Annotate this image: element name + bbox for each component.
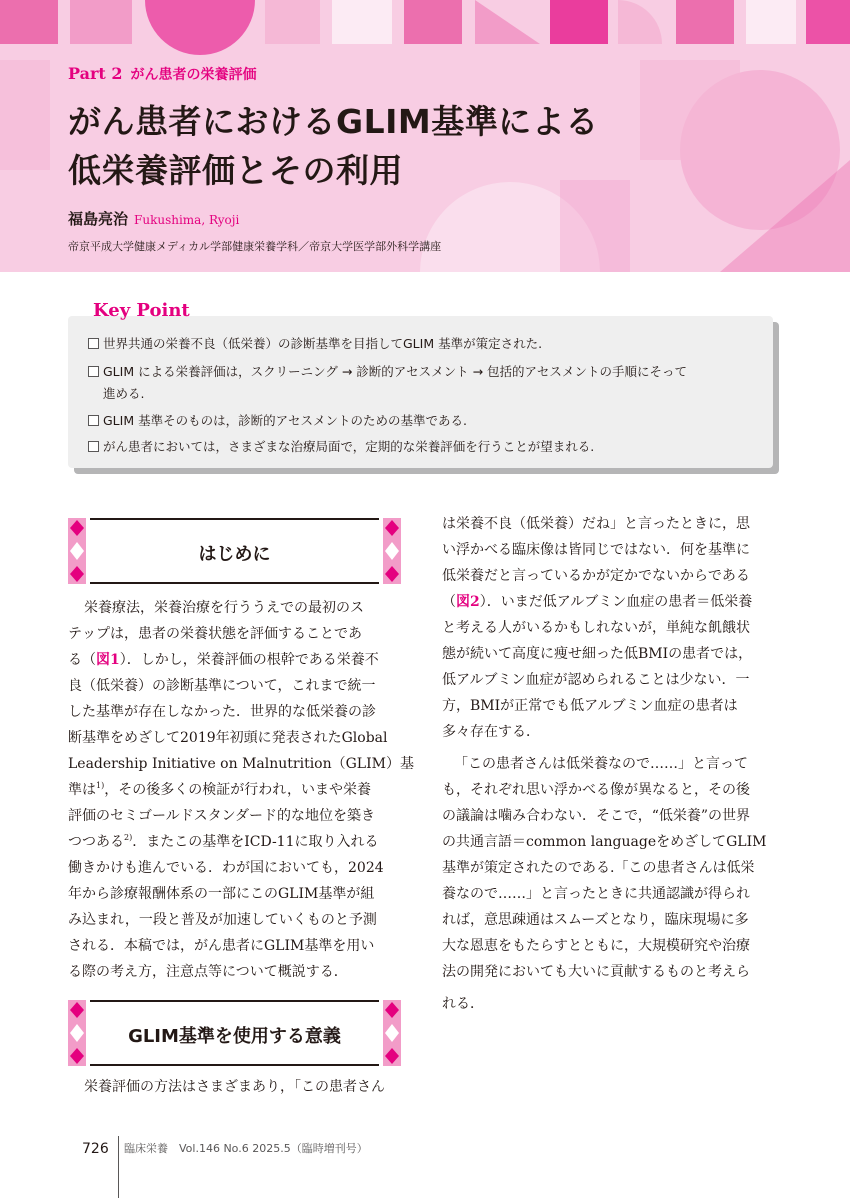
part-number: Part 2 [68, 64, 123, 83]
body-line: み込まれ，一段と普及が加速していくものと予測 [68, 912, 377, 928]
section-heading-intro [68, 518, 401, 584]
body-line: 断基準をめざして2019年初頭に発表されたGlobal [68, 730, 388, 746]
body-line: 栄養評価の方法はさまざまあり，「この患者さん [84, 1079, 385, 1095]
checkbox-icon [88, 338, 99, 349]
figure-ref-link[interactable]: 図1 [96, 652, 120, 668]
body-line: 準は$^{1)}$，その後多くの検証が行われ，いまや栄養 [68, 781, 372, 798]
checkbox-icon [88, 441, 99, 452]
diamond-ornament-icon [383, 1000, 401, 1066]
article-title-line1: がん患者におけるGLIM基準による [68, 102, 599, 141]
header-content [0, 0, 850, 272]
citation-superscript: 1) [96, 781, 105, 790]
body-line: 栄養療法，栄養治療を行ううえでの最初のス [84, 600, 364, 616]
author-roman-name: Fukushima, Ryoji [134, 213, 240, 227]
body-line: の共通言語＝common languageをめざしてGLIM [442, 834, 767, 850]
heading-rule-top [90, 518, 379, 520]
body-line: つつある$^{2)}$．またこの基準をICD-11に取り入れる [68, 833, 379, 850]
body-line: （図2）．いまだ低アルブミン血症の患者＝低栄養 [442, 594, 753, 610]
body-line: も，それぞれ思い浮かべる像が異なると，その後 [442, 782, 750, 798]
body-line: 多々存在する． [442, 724, 540, 740]
body-line: れる． [442, 996, 484, 1012]
part-title: がん患者の栄養評価 [130, 67, 257, 83]
body-line: 方，BMIが正常でも低アルブミン血症の患者は [442, 698, 738, 714]
key-point-item: GLIM 基準そのものは，診断的アセスメントのための基準である. [88, 411, 467, 429]
figure-ref-link[interactable]: 図2 [456, 594, 480, 610]
body-line: Leadership Initiative on Malnutrition（GLIM）基 [68, 756, 414, 772]
article-title-line2: 低栄養評価とその利用 [68, 151, 403, 190]
footer-divider [118, 1136, 119, 1198]
section-heading-significance [68, 1000, 401, 1066]
body-line: 大な恩恵をもたらすとともに，大規模研究や治療 [442, 938, 750, 954]
author-line [68, 208, 239, 229]
body-line: される．本稿では，がん患者にGLIM基準を用い [68, 938, 375, 954]
body-line: テップは，患者の栄養状態を評価することであ [68, 626, 362, 642]
key-point-item: GLIM による栄養評価は，スクリーニング → 診断的アセスメント → 包括的アセスメントの手順にそって [88, 362, 687, 380]
body-line: 法の開発においても大いに貢献するものと考えら [442, 964, 750, 980]
key-point-item: がん患者においては，さまざまな治療局面で，定期的な栄養評価を行うことが望まれる. [88, 437, 594, 455]
author-affiliation: 帝京平成大学健康メディカル学部健康栄養学科／帝京大学医学部外科学講座 [68, 240, 442, 253]
section-title: はじめに [198, 544, 271, 565]
body-line: と考える人がいるかもしれないが，単純な飢餓状 [442, 620, 750, 636]
part-label [68, 64, 257, 84]
key-point-item-continuation: 進める. [103, 386, 145, 401]
body-line: 「この患者さんは低栄養なので……」と言って [454, 756, 748, 772]
body-line: る際の考え方，注意点等について概説する． [68, 964, 348, 980]
body-line: 基準が策定されたのである.「この患者さんは低栄 [442, 860, 755, 876]
section-title: GLIM基準を使用する意義 [128, 1026, 341, 1047]
body-line: 低栄養だと言っているかが定かでないからである [442, 568, 750, 584]
journal-info: 臨床栄養 Vol.146 No.6 2025.5（臨時増刊号） [124, 1142, 368, 1155]
body-line: い浮かべる臨床像は皆同じではない．何を基準に [442, 542, 750, 558]
heading-rule-bottom [90, 1064, 379, 1066]
body-line: 年から診療報酬体系の一部にこのGLIM基準が組 [68, 886, 375, 902]
citation-superscript: 2) [124, 833, 133, 842]
checkbox-icon [88, 415, 99, 426]
body-line: 低アルブミン血症が認められることは少ない．一 [442, 672, 750, 688]
body-line: 態が続いて高度に痩せ細った低BMIの患者では， [442, 646, 753, 662]
body-line: した基準が存在しなかった．世界的な低栄養の診 [68, 704, 376, 720]
body-line: れば，意思疎通はスムーズとなり，臨床現場に多 [442, 912, 749, 928]
key-point-title: Key Point [93, 300, 190, 321]
body-line: の議論は噛み合わない．そこで，“低栄養”の世界 [442, 808, 751, 824]
body-line: 養なので……」と言ったときに共通認識が得られ [442, 886, 750, 902]
body-line: る（図1）．しかし，栄養評価の根幹である栄養不 [68, 652, 379, 668]
body-line: 働きかけも進んでいる．わが国においても，2024 [68, 860, 384, 876]
heading-rule-bottom [90, 582, 379, 584]
checkbox-icon [88, 366, 99, 377]
body-line: 評価のセミゴールドスタンダード的な地位を築き [68, 808, 376, 824]
body-line: 良（低栄養）の診断基準について，これまで統一 [68, 678, 376, 694]
body-line: は栄養不良（低栄養）だね」と言ったときに，思 [442, 516, 750, 532]
footer [82, 1138, 109, 1157]
heading-rule-top [90, 1000, 379, 1002]
author-name: 福島亮治 [68, 210, 129, 228]
diamond-ornament-icon [383, 518, 401, 584]
key-point-item: 世界共通の栄養不良（低栄養）の診断基準を目指してGLIM 基準が策定された. [88, 334, 542, 352]
page-number: 726 [82, 1141, 109, 1157]
